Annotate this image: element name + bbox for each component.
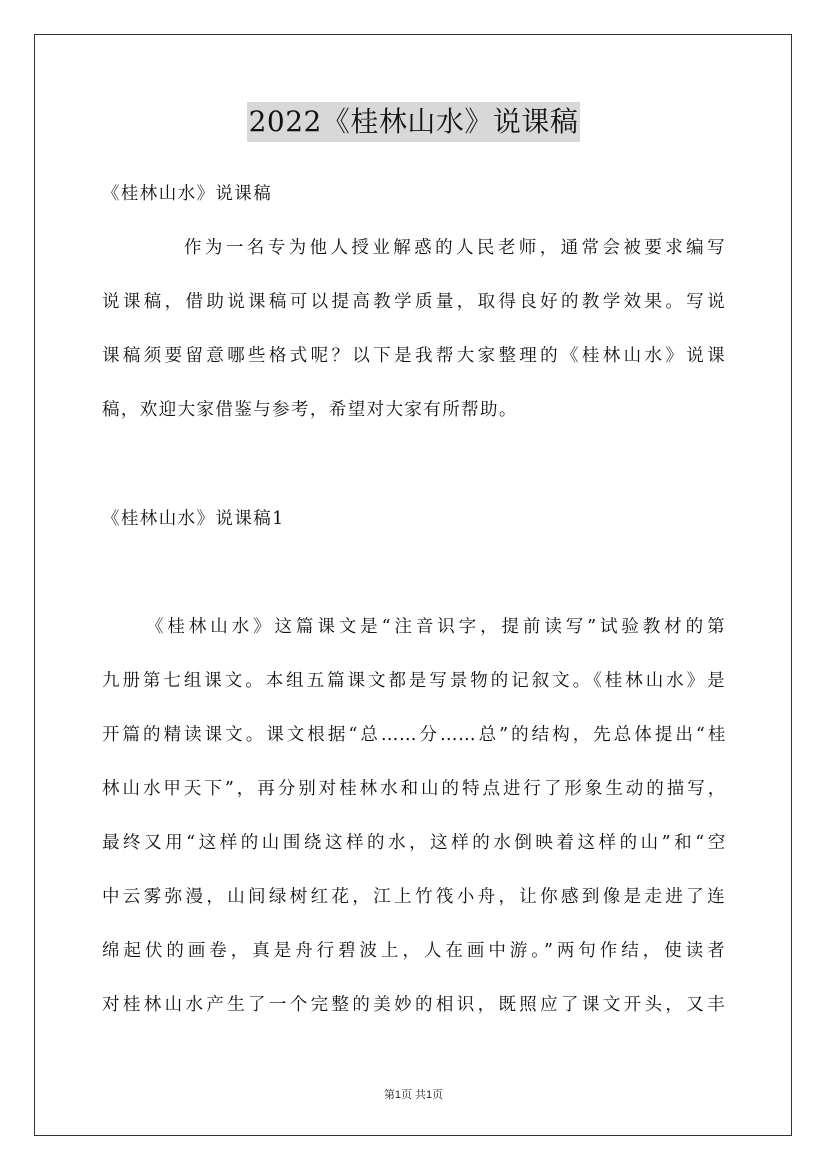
body-line-6: 中云雾弥漫，山间绿树红花，江上竹筏小舟，让你感到像是走进了连: [102, 887, 726, 907]
document-title: 2022《桂林山水》说课稿: [247, 102, 581, 142]
intro-line-4: 稿，欢迎大家借鉴与参考，希望对大家有所帮助。: [102, 400, 518, 420]
body-line-4: 林山水甲天下”，再分别对桂林水和山的特点进行了形象生动的描写，: [102, 779, 726, 799]
document-subtitle: 《桂林山水》说课稿: [102, 184, 273, 204]
page-footer: 第1页 共1页: [383, 1089, 444, 1101]
intro-line-1: 作为一名专为他人授业解惑的人民老师，通常会被要求编写: [184, 238, 726, 258]
body-line-1: 《桂林山水》这篇课文是“注音识字，提前读写”试验教材的第: [146, 617, 726, 637]
body-line-8: 对桂林山水产生了一个完整的美妙的相识，既照应了课文开头，又丰: [102, 995, 726, 1015]
intro-line-3: 课稿须要留意哪些格式呢？以下是我帮大家整理的《桂林山水》说课: [102, 346, 726, 366]
body-line-3: 开篇的精读课文。课文根据“总……分……总”的结构，先总体提出“桂: [102, 725, 726, 745]
intro-line-2: 说课稿，借助说课稿可以提高教学质量，取得良好的教学效果。写说: [102, 292, 726, 312]
document-title-block: [0, 102, 827, 142]
body-line-2: 九册第七组课文。本组五篇课文都是写景物的记叙文。《桂林山水》是: [102, 671, 726, 691]
body-line-5: 最终又用“这样的山围绕这样的水，这样的水倒映着这样的山”和“空: [102, 833, 726, 853]
section-heading: 《桂林山水》说课稿1: [102, 509, 285, 529]
body-line-7: 绵起伏的画卷，真是舟行碧波上，人在画中游。”两句作结，使读者: [102, 941, 726, 961]
